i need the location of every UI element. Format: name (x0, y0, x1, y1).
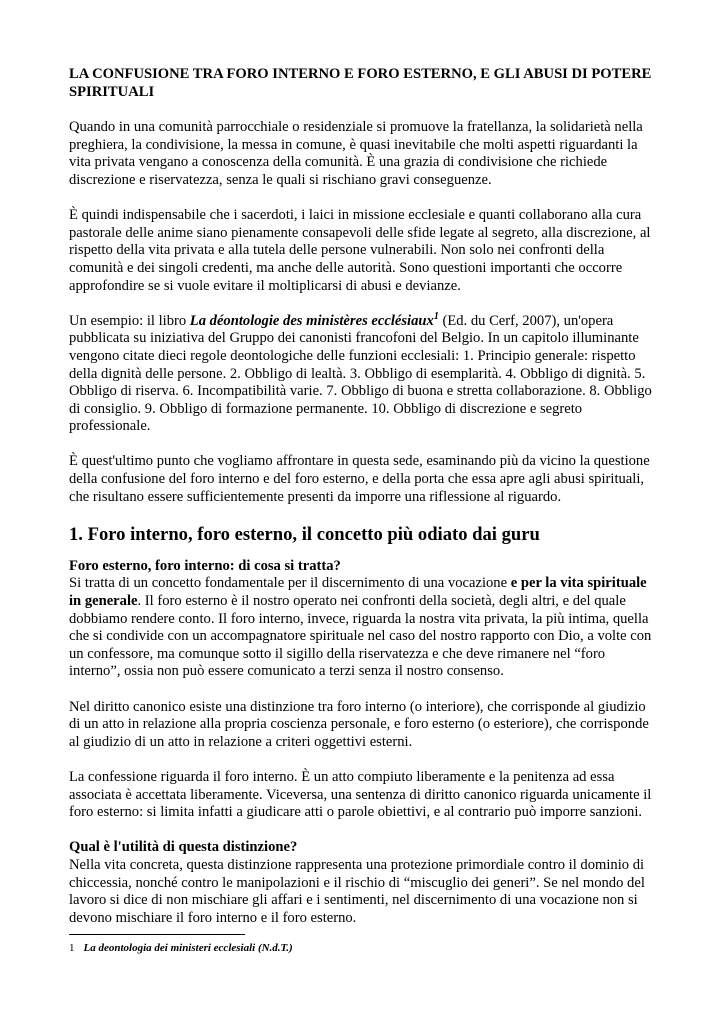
paragraph-4: È quest'ultimo punto che vogliamo affrontare in questa sede, esaminando più da vicino la questione della confusione del foro interno e del foro esterno, e della porta che essa apre agli abusi spirituali, che risultano essere sufficientemente presenti da imporre una riflessione al riguardo. (69, 453, 650, 505)
paragraph-1: Quando in una comunità parrocchiale o residenziale si promuove la fratellanza, la solidarietà nella preghiera, la condivisione, la messa in comune, è quasi inevitabile che molti aspetti riguardanti la vita privata vengano a conoscenza della comunità. È una grazia di condivisione che richiede discrezione e riservatezza, senza le quali si rischiano gravi conseguenze. (69, 119, 643, 188)
section-1-paragraph-1 (69, 558, 659, 681)
paragraph-3-start: Un esempio: il libro (69, 312, 190, 329)
s1p1-start: Si tratta di un concetto fondamentale per il discernimento di una vocazione (69, 575, 511, 592)
section-heading: 1. Foro interno, foro esterno, il concetto più odiato dai guru (69, 523, 540, 545)
book-title: La déontologie des ministères ecclésiaux (189, 312, 434, 329)
section-1-paragraph-3: La confessione riguarda il foro interno. È un atto compiuto liberamente e la penitenza ad essa associata è accettata liberamente. Viceversa, una sentenza di diritto canonico riguarda unicamente il foro esterno: si limita infatti a giudicare atti o parole obiettivi, e al contrario può imporre sanzioni. (69, 768, 652, 821)
footnote (69, 941, 293, 955)
footnote-reference[interactable]: 1 (433, 310, 439, 322)
s1p4-text: Nella vita concreta, questa distinzione rappresenta una protezione primordiale contro il dominio di chiccessia, nonché contro le manipolazioni e il rischio di “miscuglio dei generi”. Se nel mondo del lavoro si dice di non mischiare gli affari e i sentimenti, nel discernimento di una vocazione non si devono mischiare il foro interno e il foro esterno. (69, 856, 645, 926)
paragraph-3-end: (Ed. du Cerf, 2007), un'opera pubblicata su iniziativa del Gruppo dei canonisti francofoni del Belgio. In un capitolo illuminante vengono citate dieci regole deontologiche delle funzioni ecclesiali: 1. Principio generale: rispetto della dignità delle persone. 2. Obbligo di lealtà. 3. Obbligo di esemplarità. 4. Obbligo di dignità. 5. Obbligo di riserva. 6. Incompatibilità varie. 7. Obbligo di buona e stretta collaborazione. 8. Obbligo di consiglio. 9. Obbligo di formazione permanente. 10. Obbligo di discrezione e segreto professionale. (69, 312, 652, 435)
document-body (69, 66, 659, 945)
page-title: LA CONFUSIONE TRA FORO INTERNO E FORO ESTERNO, E GLI ABUSI DI POTERE SPIRITUALI (69, 66, 652, 100)
subheading-what-is-it: Foro esterno, foro interno: di cosa si tratta? (69, 557, 341, 574)
paragraph-2: È quindi indispensabile che i sacerdoti, i laici in missione ecclesiale e quanti collaborano alla cura pastorale delle anime siano pienamente consapevoli delle sfide legate al segreto, alla discrezione, al rispetto della vita privata e alla tutela delle persone vulnerabili. Non solo nei confronti della comunità e dei singoli credenti, ma anche delle autorità. Sono questioni importanti che occorre approfondire se si vuole evitare il moltiplicarsi di abusi e devianze. (69, 207, 651, 294)
s1p1-end: . Il foro esterno è il nostro operato nei confronti della società, degli altri, e del quale dobbiamo rendere conto. Il foro interno, invece, riguarda la nostra vita privata, la più intima, quella che si condivide con un accompagnatore spirituale nel caso del nostro rapporto con Dio, a volte con un confessore, ma comunque sotto il sigillo della riservatezza e che deve rimanere nel “foro interno”, ossia non può essere comunicato a terzi senza il nostro consenso. (69, 593, 652, 680)
section-1-paragraph-4 (69, 839, 659, 927)
section-1-paragraph-2: Nel diritto canonico esiste una distinzione tra foro interno (o interiore), che corrisponde al giudizio di un atto in relazione alla propria coscienza personale, e foro esterno (o esteriore), che corrisponde al giudizio di un atto in relazione a criteri oggettivi esterni. (69, 698, 649, 750)
paragraph-3 (69, 310, 659, 436)
subheading-utility: Qual è l'utilità di questa distinzione? (69, 839, 298, 856)
s1p1-bold: e per la vita spirituale in generale (69, 575, 647, 610)
footnote-divider (69, 934, 245, 935)
footnote-text: La deontologia dei ministeri ecclesiali (N.d.T.) (83, 942, 293, 954)
footnote-number: 1 (69, 942, 75, 954)
